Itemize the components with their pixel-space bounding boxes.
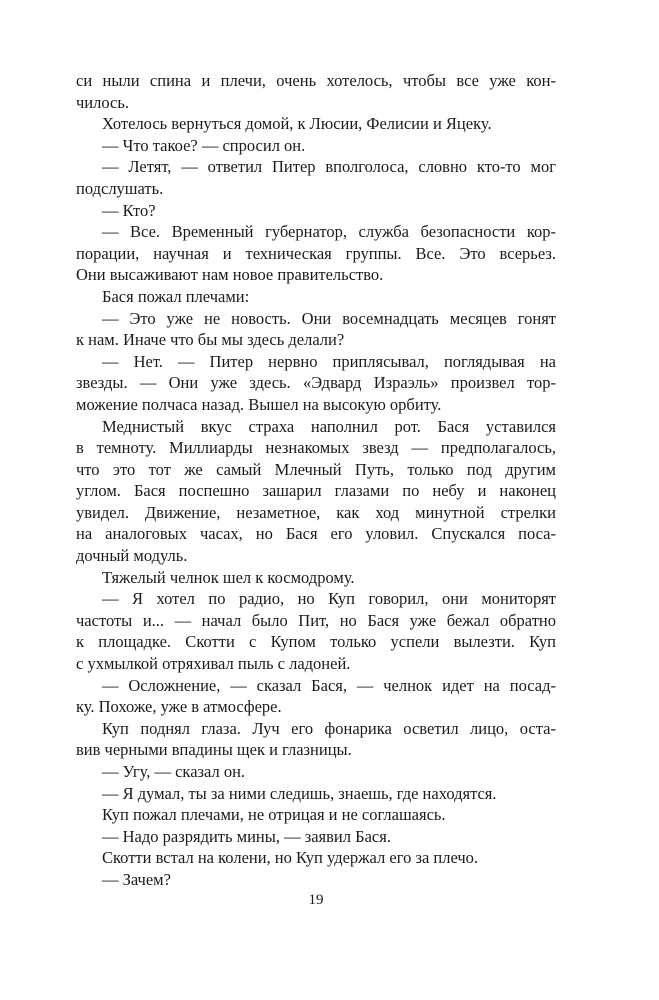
text-line: — Угу, — сказал он. [102,762,246,781]
text-line: дочный модуль. [76,546,188,566]
text-line: — Надо разрядить мины, — заявил Бася. [102,826,391,846]
text-line: — Все. Временный губернатор, служба безопасности кор- [102,222,556,242]
paragraph [76,113,556,135]
paragraph [76,718,556,761]
text-line: — Зачем? [102,869,171,889]
text-line: что это тот же самый Млечный Путь, только под другим [76,459,556,479]
text-line: подслушать. [76,178,164,198]
text-line: ку. Похоже, уже в атмосфере. [76,697,282,717]
text-line: Они высаживают нам новое правительство. [76,265,384,285]
paragraph [76,804,556,826]
paragraph [76,200,556,222]
text-line: чилось. [76,92,129,112]
text-line: увидел. Движение, незаметное, как ход минутной стрелки [76,502,556,522]
paragraph [76,588,556,674]
text-line: к площадке. Скотти с Купом только успели вылезти. Куп [76,632,556,652]
text-line: Хотелось вернуться домой, к Люсии, Фелисии и Яцеку. [102,114,492,134]
text-line: — Что такое? — спросил он. [102,135,306,155]
paragraph [76,783,556,805]
text-block [76,70,556,891]
page-number: 19 [308,892,324,908]
text-line: — Кто? [102,200,156,220]
paragraph [76,826,556,848]
text-line: частоты и... — начал было Пит, но Бася уже бежал обратно [76,610,556,630]
text-line: — Я думал, ты за ними следишь, знаешь, где находятся. [102,783,497,803]
text-line: — Осложнение, — сказал Бася, — челнок идет на посад- [102,675,556,695]
paragraph [76,221,556,286]
text-line: Куп поднял глаза. Луч его фонарика осветил лицо, оста- [102,718,556,738]
text-line: звезды. — Они уже здесь. «Эдвард Израэль» произвел тор- [76,373,556,393]
paragraph [76,351,556,416]
paragraph [76,761,556,783]
paragraph [76,156,556,199]
text-line: Бася пожал плечами: [102,286,250,306]
paragraph [76,416,556,567]
paragraph [76,675,556,718]
text-line: к нам. Иначе что бы мы здесь делали? [76,330,345,350]
text-line: Скотти встал на колени, но Куп удержал его за плечо. [102,848,479,868]
paragraph [76,70,556,113]
text-line: в темноту. Миллиарды незнакомых звезд — предполагалось, [76,438,556,458]
text-line: си ныли спина и плечи, очень хотелось, чтобы все уже кон- [76,71,556,90]
text-line: — Это уже не новость. Они восемнадцать месяцев гонят [102,308,556,328]
paragraph [76,308,556,351]
paragraph [76,869,556,891]
paragraph [76,286,556,308]
paragraph [76,135,556,157]
text-line: с ухмылкой отряхивал пыль с ладоней. [76,654,351,674]
text-line: Меднистый вкус страха наполнил рот. Бася уставился [102,416,556,436]
text-line: — Летят, — ответил Питер вполголоса, словно кто-то мог [102,157,556,177]
text-line: — Я хотел по радио, но Куп говорил, они мониторят [102,589,556,609]
text-line: Куп пожал плечами, не отрицая и не соглашаясь. [102,805,446,825]
text-line: на аналоговых часах, но Бася его уловил. Спускался поса- [76,524,556,544]
text-line: порации, научная и техническая группы. Все. Это всерьез. [76,243,556,263]
paragraph [76,847,556,869]
paragraph [76,567,556,589]
text-line: — Нет. — Питер нервно приплясывал, поглядывая на [102,351,556,371]
text-line: вив черными впадины щек и глазницы. [76,740,352,760]
text-line: углом. Бася поспешно зашарил глазами по небу и наконец [76,481,556,501]
text-line: можение полчаса назад. Вышел на высокую орбиту. [76,394,442,414]
text-line: Тяжелый челнок шел к космодрому. [102,567,355,587]
